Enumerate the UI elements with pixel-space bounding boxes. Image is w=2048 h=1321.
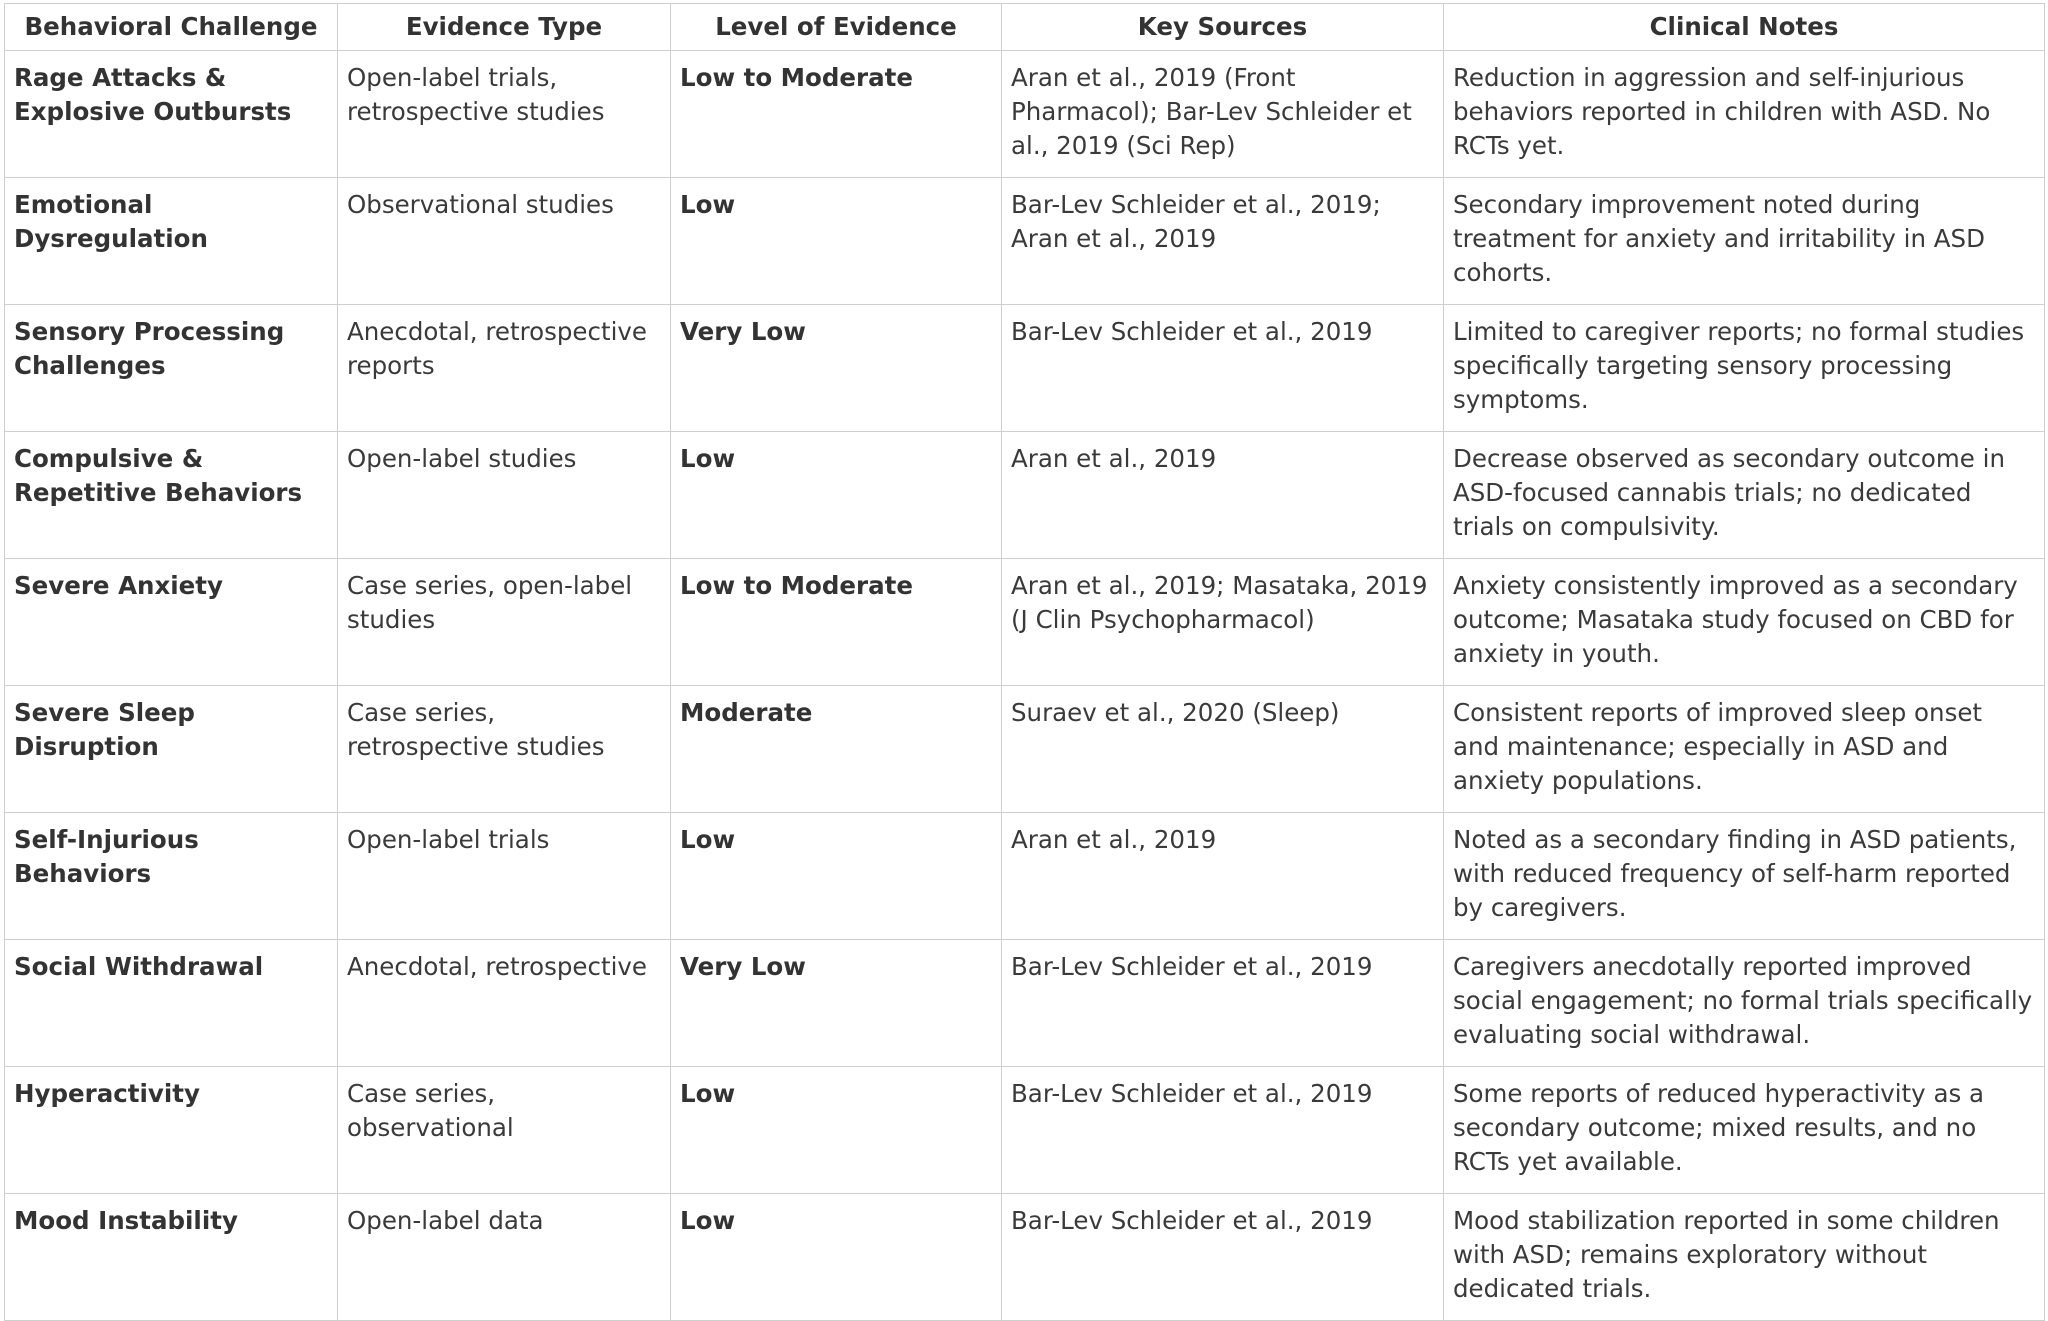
cell-level: Low	[671, 178, 1002, 305]
cell-challenge: Severe Sleep Disruption	[5, 686, 338, 813]
cell-evidence-type: Case series, observational	[338, 1067, 671, 1194]
cell-sources: Bar-Lev Schleider et al., 2019	[1002, 1194, 1444, 1321]
cell-sources: Suraev et al., 2020 (Sleep)	[1002, 686, 1444, 813]
table-row	[5, 686, 2045, 813]
table-row	[5, 559, 2045, 686]
cell-level: Low to Moderate	[671, 51, 1002, 178]
cell-evidence-type: Observational studies	[338, 178, 671, 305]
cell-level: Low	[671, 1194, 1002, 1321]
cell-challenge: Self-Injurious Behaviors	[5, 813, 338, 940]
table-row	[5, 1067, 2045, 1194]
cell-sources: Bar-Lev Schleider et al., 2019	[1002, 940, 1444, 1067]
cell-notes: Caregivers anecdotally reported improved social engagement; no formal trials specifically evaluating social withdrawal.	[1444, 940, 2045, 1067]
cell-level: Moderate	[671, 686, 1002, 813]
cell-sources: Bar-Lev Schleider et al., 2019	[1002, 1067, 1444, 1194]
table-row	[5, 51, 2045, 178]
cell-evidence-type: Case series, open-label studies	[338, 559, 671, 686]
header-key-sources: Key Sources	[1002, 4, 1444, 51]
cell-sources: Bar-Lev Schleider et al., 2019; Aran et al., 2019	[1002, 178, 1444, 305]
cell-sources: Aran et al., 2019; Masataka, 2019 (J Clin Psychopharmacol)	[1002, 559, 1444, 686]
cell-level: Very Low	[671, 940, 1002, 1067]
cell-evidence-type: Open-label data	[338, 1194, 671, 1321]
cell-evidence-type: Open-label trials	[338, 813, 671, 940]
header-row	[5, 4, 2045, 51]
cell-evidence-type: Open-label studies	[338, 432, 671, 559]
cell-notes: Mood stabilization reported in some children with ASD; remains exploratory without dedicated trials.	[1444, 1194, 2045, 1321]
cell-challenge: Sensory Processing Challenges	[5, 305, 338, 432]
cell-level: Low to Moderate	[671, 559, 1002, 686]
table-row	[5, 813, 2045, 940]
cell-challenge: Rage Attacks & Explosive Outbursts	[5, 51, 338, 178]
table-row	[5, 432, 2045, 559]
cell-challenge: Social Withdrawal	[5, 940, 338, 1067]
cell-evidence-type: Open-label trials, retrospective studies	[338, 51, 671, 178]
evidence-table	[4, 3, 2045, 1321]
cell-sources: Aran et al., 2019 (Front Pharmacol); Bar-Lev Schleider et al., 2019 (Sci Rep)	[1002, 51, 1444, 178]
cell-notes: Reduction in aggression and self-injurious behaviors reported in children with ASD. No RCTs yet.	[1444, 51, 2045, 178]
cell-notes: Consistent reports of improved sleep onset and maintenance; especially in ASD and anxiety populations.	[1444, 686, 2045, 813]
cell-evidence-type: Case series, retrospective studies	[338, 686, 671, 813]
cell-sources: Bar-Lev Schleider et al., 2019	[1002, 305, 1444, 432]
table-row	[5, 305, 2045, 432]
cell-sources: Aran et al., 2019	[1002, 813, 1444, 940]
cell-challenge: Severe Anxiety	[5, 559, 338, 686]
cell-level: Very Low	[671, 305, 1002, 432]
cell-sources: Aran et al., 2019	[1002, 432, 1444, 559]
table-row	[5, 940, 2045, 1067]
cell-notes: Anxiety consistently improved as a secondary outcome; Masataka study focused on CBD for anxiety in youth.	[1444, 559, 2045, 686]
cell-level: Low	[671, 1067, 1002, 1194]
header-level-of-evidence: Level of Evidence	[671, 4, 1002, 51]
header-evidence-type: Evidence Type	[338, 4, 671, 51]
header-behavioral-challenge: Behavioral Challenge	[5, 4, 338, 51]
header-clinical-notes: Clinical Notes	[1444, 4, 2045, 51]
cell-notes: Decrease observed as secondary outcome in ASD-focused cannabis trials; no dedicated trials on compulsivity.	[1444, 432, 2045, 559]
cell-notes: Some reports of reduced hyperactivity as a secondary outcome; mixed results, and no RCTs yet available.	[1444, 1067, 2045, 1194]
cell-notes: Limited to caregiver reports; no formal studies specifically targeting sensory processing symptoms.	[1444, 305, 2045, 432]
cell-challenge: Mood Instability	[5, 1194, 338, 1321]
table-row	[5, 178, 2045, 305]
cell-challenge: Emotional Dysregulation	[5, 178, 338, 305]
cell-level: Low	[671, 813, 1002, 940]
cell-level: Low	[671, 432, 1002, 559]
cell-challenge: Hyperactivity	[5, 1067, 338, 1194]
table-row	[5, 1194, 2045, 1321]
evidence-table-container	[4, 3, 2044, 1321]
cell-evidence-type: Anecdotal, retrospective reports	[338, 305, 671, 432]
cell-notes: Secondary improvement noted during treatment for anxiety and irritability in ASD cohorts.	[1444, 178, 2045, 305]
cell-notes: Noted as a secondary finding in ASD patients, with reduced frequency of self-harm reported by caregivers.	[1444, 813, 2045, 940]
cell-evidence-type: Anecdotal, retrospective	[338, 940, 671, 1067]
cell-challenge: Compulsive & Repetitive Behaviors	[5, 432, 338, 559]
